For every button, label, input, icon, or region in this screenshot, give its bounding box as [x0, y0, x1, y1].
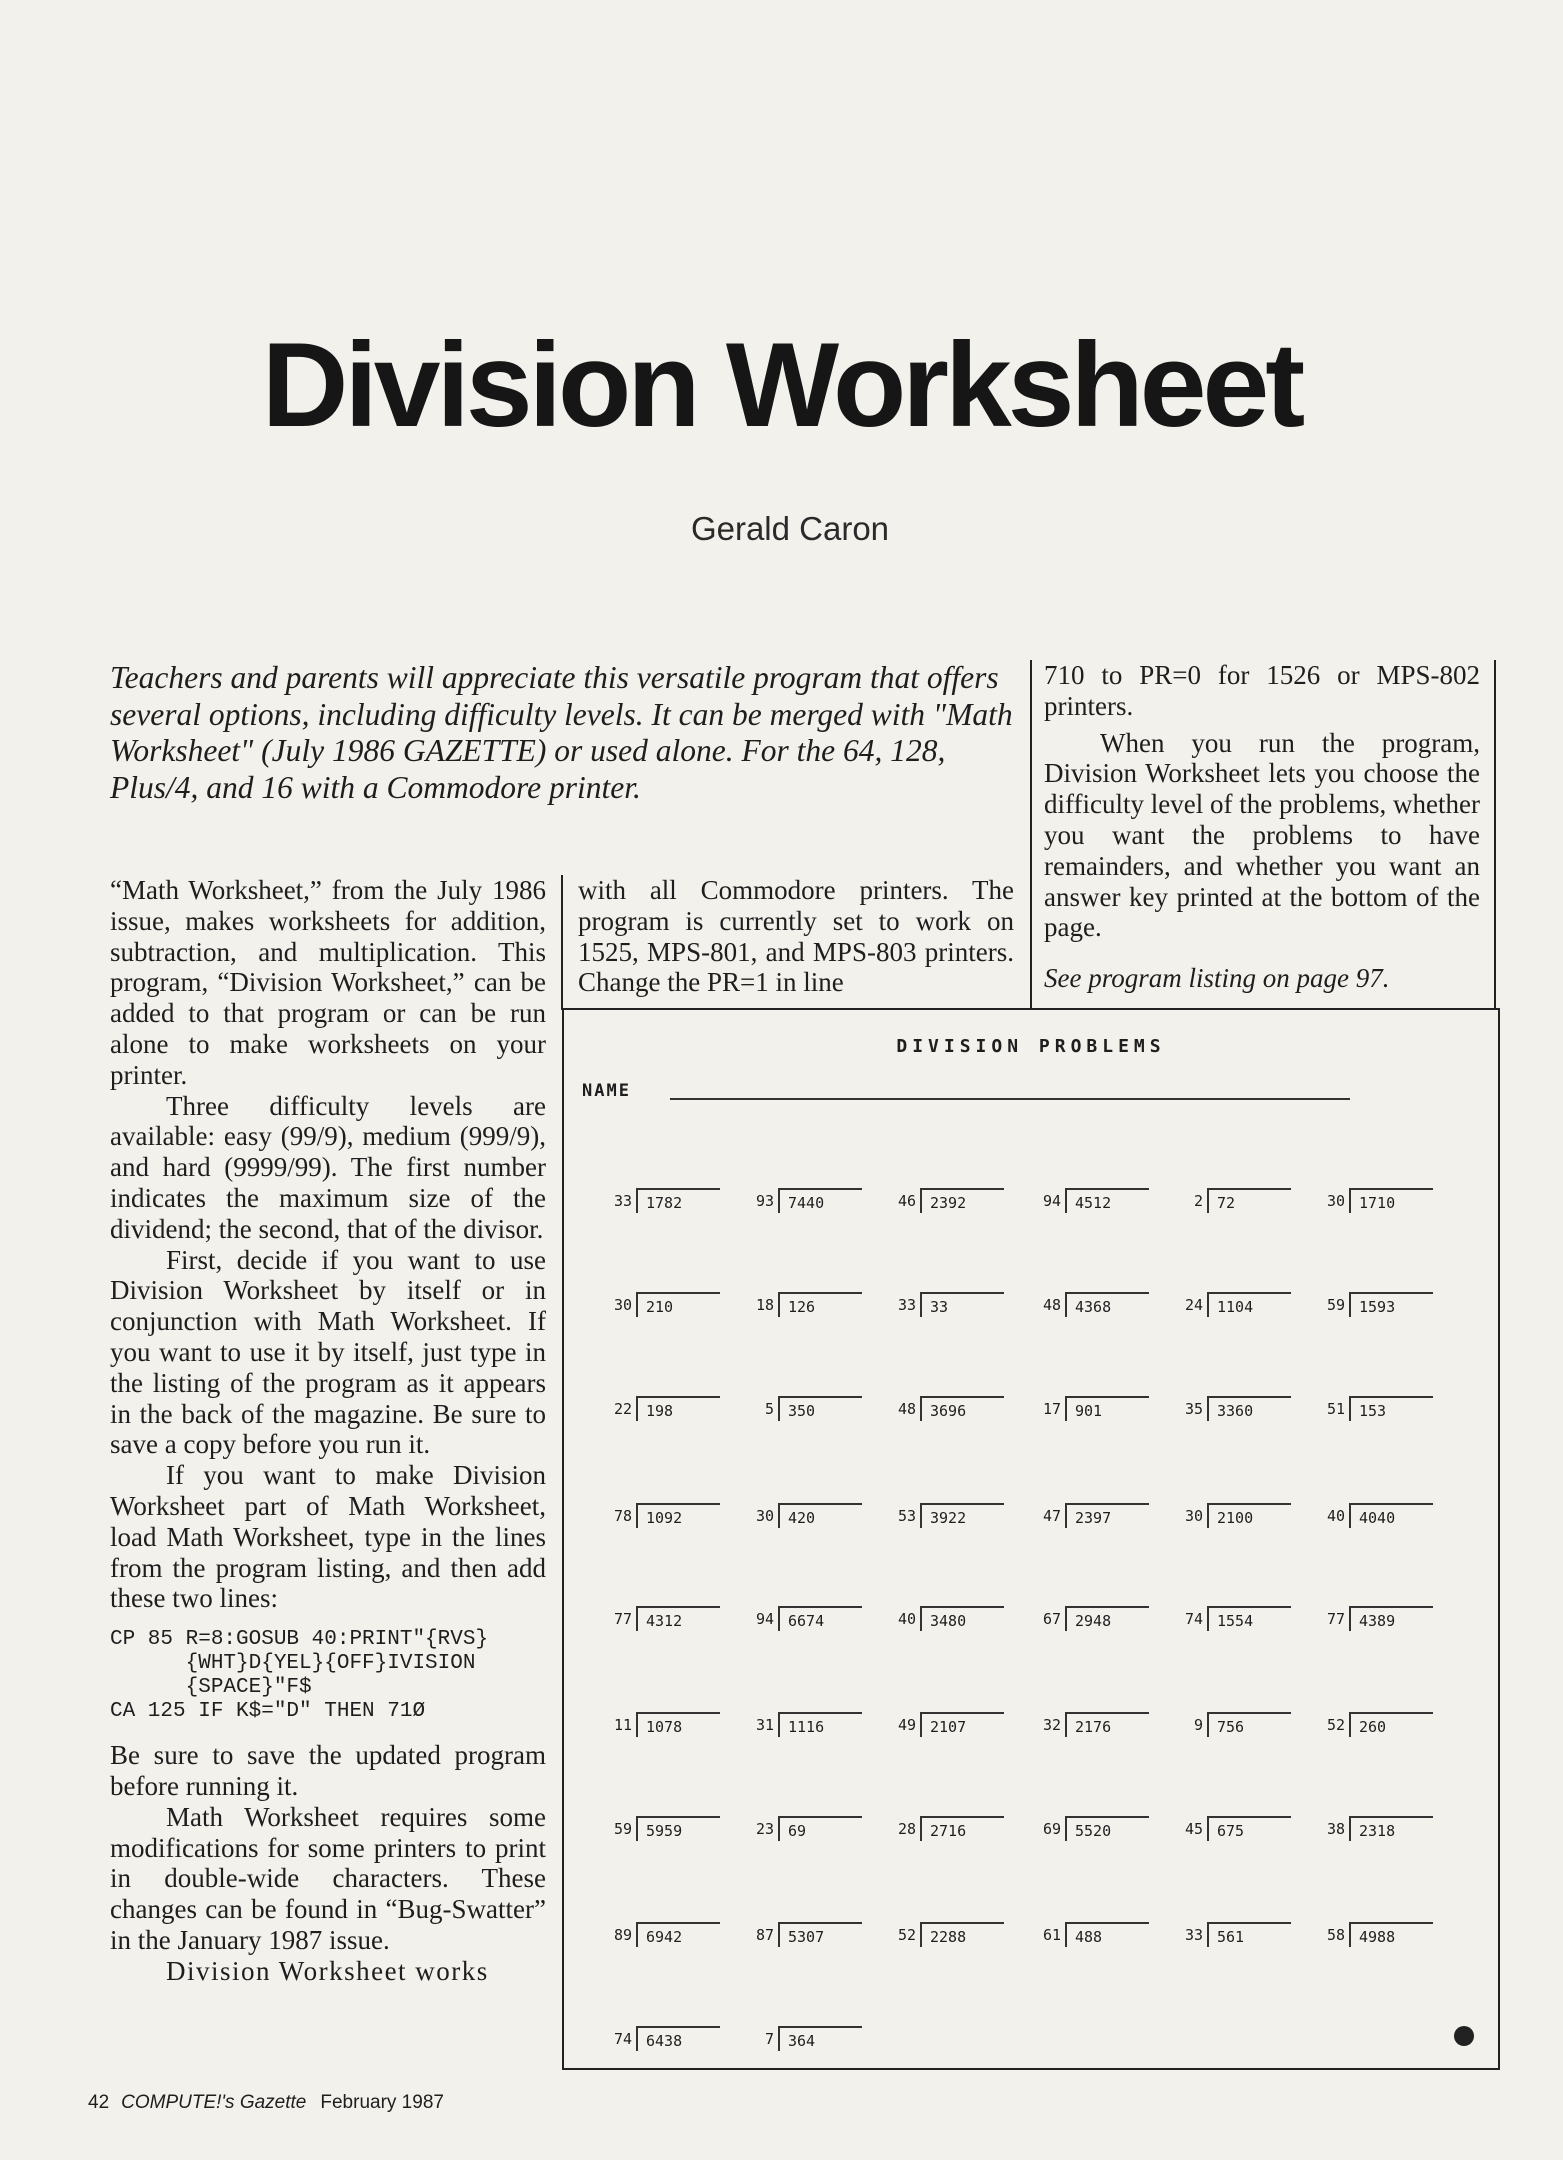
dividend: 756	[1207, 1712, 1291, 1737]
divisor: 35	[1184, 1400, 1203, 1418]
division-problem	[744, 1816, 874, 1838]
divisor: 28	[897, 1820, 916, 1838]
division-problem	[886, 1396, 1016, 1418]
divisor: 46	[897, 1192, 916, 1210]
division-problem	[1315, 1503, 1445, 1525]
division-problem	[602, 1606, 732, 1628]
dividend: 6674	[778, 1606, 862, 1631]
dividend: 5959	[636, 1816, 720, 1841]
dividend: 5307	[778, 1922, 862, 1947]
division-problem	[744, 1712, 874, 1734]
division-problem	[886, 1712, 1016, 1734]
divisor: 7	[764, 2030, 774, 2048]
division-problem	[744, 1922, 874, 1944]
divisor: 59	[613, 1820, 632, 1838]
paragraph: “Math Worksheet,” from the July 1986 issue, makes worksheets for addition, subtraction, and multiplication. This program, “Division Worksheet,” can be added to that program or can be run alone to make worksheets on your printer.	[110, 875, 546, 1090]
division-problem	[886, 1606, 1016, 1628]
listing-reference: See program listing on page 97.	[1044, 963, 1390, 994]
division-problem	[1173, 1606, 1303, 1628]
dividend: 6942	[636, 1922, 720, 1947]
program-code: CP 85 R=8:GOSUB 40:PRINT"{RVS} {WHT}D{YEL}{OFF}IVISION {SPACE}"F$ CA 125 IF K$="D" THEN 71Ø	[110, 1628, 489, 1724]
divisor: 74	[613, 2030, 632, 2048]
name-line	[670, 1098, 1350, 1100]
divisor: 58	[1326, 1926, 1345, 1944]
divisor: 11	[613, 1716, 632, 1734]
division-problem	[1315, 1712, 1445, 1734]
divisor: 77	[1326, 1610, 1345, 1628]
divisor: 49	[897, 1716, 916, 1734]
divisor: 30	[1184, 1507, 1203, 1525]
dividend: 5520	[1065, 1816, 1149, 1841]
division-problem	[602, 1816, 732, 1838]
dividend: 210	[636, 1292, 720, 1317]
dividend: 1078	[636, 1712, 720, 1737]
divisor: 38	[1326, 1820, 1345, 1838]
rule-intro-col3	[1030, 660, 1032, 1010]
dividend: 1092	[636, 1503, 720, 1528]
divisor: 77	[613, 1610, 632, 1628]
dividend: 1104	[1207, 1292, 1291, 1317]
dividend: 4389	[1349, 1606, 1433, 1631]
article-title: Division Worksheet	[261, 318, 1302, 452]
compute-logo-icon	[1454, 2026, 1474, 2046]
divisor: 61	[1042, 1926, 1061, 1944]
division-problem	[1315, 1188, 1445, 1210]
divisor: 24	[1184, 1296, 1203, 1314]
divisor: 9	[1193, 1716, 1203, 1734]
paragraph: Be sure to save the updated program before running it.	[110, 1740, 546, 1801]
divisor: 32	[1042, 1716, 1061, 1734]
divisor: 94	[1042, 1192, 1061, 1210]
division-problem	[602, 1396, 732, 1418]
divisor: 78	[613, 1507, 632, 1525]
divisor: 89	[613, 1926, 632, 1944]
divisor: 30	[1326, 1192, 1345, 1210]
dividend: 561	[1207, 1922, 1291, 1947]
division-problem	[886, 1816, 1016, 1838]
paragraph: Three difficulty levels are available: easy (99/9), medium (999/9), and hard (9999/99). The first number indicates the maximum size of the dividend; the second, that of the divisor.	[110, 1090, 546, 1244]
division-problem	[1173, 1503, 1303, 1525]
division-problem	[1031, 1606, 1161, 1628]
division-problem	[602, 1922, 732, 1944]
dividend: 3360	[1207, 1396, 1291, 1421]
division-problem	[1173, 1816, 1303, 1838]
divisor: 30	[613, 1296, 632, 1314]
dividend: 4312	[636, 1606, 720, 1631]
dividend: 1782	[636, 1188, 720, 1213]
worksheet-title: DIVISION PROBLEMS	[896, 1036, 1166, 1057]
dividend: 1554	[1207, 1606, 1291, 1631]
divisor: 59	[1326, 1296, 1345, 1314]
dividend: 4040	[1349, 1503, 1433, 1528]
dividend: 3696	[920, 1396, 1004, 1421]
author-byline: Gerald Caron	[690, 510, 890, 547]
paragraph: Math Worksheet requires some modifications for some printers to print in double-wide characters. These changes can be found in “Bug-Swatter” in the January 1987 issue.	[110, 1801, 546, 1955]
dividend: 3480	[920, 1606, 1004, 1631]
divisor: 31	[755, 1716, 774, 1734]
division-problem	[1173, 1712, 1303, 1734]
paragraph: First, decide if you want to use Division Worksheet by itself or in conjunction with Math Worksheet. If you want to use it by itself, just type in the listing of the program as it appears in the back of the magazine. Be sure to save a copy before you run it.	[110, 1244, 546, 1460]
divisor: 45	[1184, 1820, 1203, 1838]
dividend: 675	[1207, 1816, 1291, 1841]
paragraph: 710 to PR=0 for 1526 or MPS-802 printers.	[1044, 660, 1480, 721]
dividend: 1116	[778, 1712, 862, 1737]
divisor: 51	[1326, 1400, 1345, 1418]
dividend: 4988	[1349, 1922, 1433, 1947]
page-number: 42	[88, 2092, 110, 2113]
dividend: 488	[1065, 1922, 1149, 1947]
body-column-1	[110, 875, 546, 1987]
dividend: 4368	[1065, 1292, 1149, 1317]
dividend: 33	[920, 1292, 1004, 1317]
division-problem	[1031, 1188, 1161, 1210]
dividend: 6438	[636, 2026, 720, 2051]
dividend: 1593	[1349, 1292, 1433, 1317]
divisor: 33	[897, 1296, 916, 1314]
dividend: 2318	[1349, 1816, 1433, 1841]
name-label: NAME	[582, 1081, 631, 1101]
dividend: 2107	[920, 1712, 1004, 1737]
dividend: 2176	[1065, 1712, 1149, 1737]
division-problem	[1031, 1292, 1161, 1314]
divisor: 40	[1326, 1507, 1345, 1525]
division-problem	[1315, 1396, 1445, 1418]
division-problem	[744, 1396, 874, 1418]
division-problem	[602, 1712, 732, 1734]
body-column-3	[1044, 660, 1480, 994]
divisor: 23	[755, 1820, 774, 1838]
divisor: 52	[1326, 1716, 1345, 1734]
rule-right-edge	[1494, 660, 1496, 1010]
division-problem	[1031, 1503, 1161, 1525]
dividend: 69	[778, 1816, 862, 1841]
division-problem	[1173, 1922, 1303, 1944]
division-problem	[744, 2026, 874, 2048]
division-problem	[1173, 1188, 1303, 1210]
divisor: 52	[897, 1926, 916, 1944]
divisor: 67	[1042, 1610, 1061, 1628]
background-ghost-text	[420, 90, 1520, 337]
divisor: 40	[897, 1610, 916, 1628]
divisor: 33	[1184, 1926, 1203, 1944]
dividend: 198	[636, 1396, 720, 1421]
division-problem	[1031, 1922, 1161, 1944]
dividend: 2288	[920, 1922, 1004, 1947]
division-problem	[1315, 1816, 1445, 1838]
dividend: 364	[778, 2026, 862, 2051]
division-problem	[1315, 1292, 1445, 1314]
issue-date: February 1987	[320, 2092, 444, 2113]
paragraph: with all Commodore printers. The program is currently set to work on 1525, MPS-801, and MPS-803 printers. Change the PR=1 in line	[578, 875, 1014, 998]
division-problem	[602, 1292, 732, 1314]
divisor: 17	[1042, 1400, 1061, 1418]
article-intro: Teachers and parents will appreciate this versatile program that offers several options, including difficulty levels. It can be merged with "Math Worksheet" (July 1986 GAZETTE) or used alone. For the 64, 128, Plus/4, and 16 with a Commodore printer.	[110, 660, 1013, 805]
dividend: 1710	[1349, 1188, 1433, 1213]
body-column-2	[578, 875, 1014, 998]
division-problem	[886, 1503, 1016, 1525]
divisor: 93	[755, 1192, 774, 1210]
dividend: 3922	[920, 1503, 1004, 1528]
division-problem	[1031, 1816, 1161, 1838]
divisor: 53	[897, 1507, 916, 1525]
division-problem	[1031, 1712, 1161, 1734]
divisor: 30	[755, 1507, 774, 1525]
division-problem	[744, 1606, 874, 1628]
division-problem	[744, 1503, 874, 1525]
divisor: 48	[897, 1400, 916, 1418]
dividend: 2100	[1207, 1503, 1291, 1528]
divisor: 74	[1184, 1610, 1203, 1628]
division-problem	[1173, 1292, 1303, 1314]
dividend: 153	[1349, 1396, 1433, 1421]
division-problem	[1173, 1396, 1303, 1418]
division-problem	[744, 1188, 874, 1210]
division-problem	[1315, 1922, 1445, 1944]
dividend: 260	[1349, 1712, 1433, 1737]
divisor: 69	[1042, 1820, 1061, 1838]
dividend: 350	[778, 1396, 862, 1421]
divisor: 47	[1042, 1507, 1061, 1525]
dividend: 2392	[920, 1188, 1004, 1213]
paragraph: When you run the program, Division Worksheet lets you choose the difficulty level of the problems, whether you want the problems to have remainders, and whether you want an answer key printed at the bottom of the page.	[1044, 727, 1480, 943]
dividend: 126	[778, 1292, 862, 1317]
worksheet-printout	[562, 1008, 1500, 2070]
dividend: 2948	[1065, 1606, 1149, 1631]
dividend: 2397	[1065, 1503, 1149, 1528]
paragraph: If you want to make Division Worksheet part of Math Worksheet, load Math Worksheet, type in the lines from the program listing, and then add these two lines:	[110, 1460, 546, 1614]
division-problem	[886, 1292, 1016, 1314]
divisor: 94	[755, 1610, 774, 1628]
division-problem	[886, 1922, 1016, 1944]
division-problem	[602, 1503, 732, 1525]
publication-name: COMPUTE!'s Gazette	[121, 2092, 307, 2113]
dividend: 420	[778, 1503, 862, 1528]
dividend: 901	[1065, 1396, 1149, 1421]
divisor: 18	[755, 1296, 774, 1314]
division-problem	[744, 1292, 874, 1314]
dividend: 72	[1207, 1188, 1291, 1213]
divisor: 48	[1042, 1296, 1061, 1314]
division-problem	[602, 2026, 732, 2048]
division-problem	[1031, 1396, 1161, 1418]
divisor: 33	[613, 1192, 632, 1210]
divisor: 5	[764, 1400, 774, 1418]
dividend: 2716	[920, 1816, 1004, 1841]
dividend: 7440	[778, 1188, 862, 1213]
division-problem	[886, 1188, 1016, 1210]
rule-col1-col2	[561, 875, 563, 1010]
paragraph: Division Worksheet works	[166, 1955, 489, 1986]
dividend: 4512	[1065, 1188, 1149, 1213]
division-problem	[1315, 1606, 1445, 1628]
divisor: 22	[613, 1400, 632, 1418]
page-footer	[88, 2092, 444, 2114]
division-problem	[602, 1188, 732, 1210]
divisor: 87	[755, 1926, 774, 1944]
divisor: 2	[1193, 1192, 1203, 1210]
